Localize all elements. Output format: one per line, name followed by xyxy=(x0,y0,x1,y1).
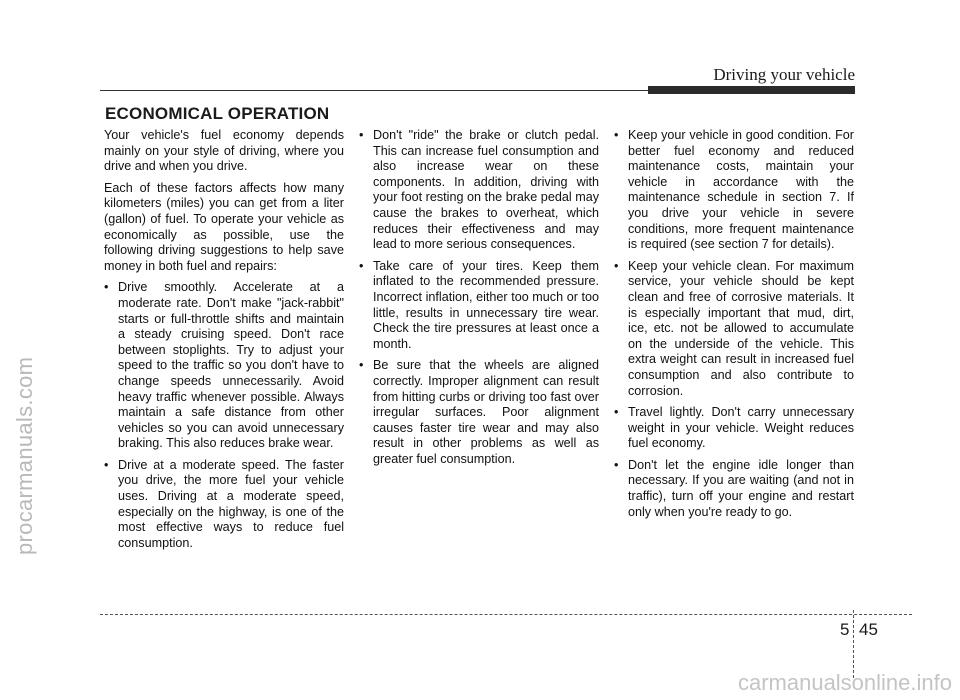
bullet-icon: • xyxy=(614,457,619,472)
footer-divider xyxy=(853,610,854,678)
list-item-text: Keep your vehicle clean. For maximum service, your vehicle should be kept clean and free of corrosive materials. It is especially important that mud, dirt, ice, etc. not be allowed to accumulate on the underside of the vehicle. This extra weight can result in increased fuel consumption and also contribute to corrosion. xyxy=(628,258,854,398)
chapter-number: 5 xyxy=(840,620,850,639)
list-item-text: Travel lightly. Don't carry unnecessary weight in your vehicle. Weight reduces fuel economy. xyxy=(628,405,854,451)
site-watermark-bottom: carmanualsonline.info xyxy=(737,670,952,695)
text-column-1 xyxy=(104,128,344,557)
list-item-text: Don't let the engine idle longer than necessary. If you are waiting (and not in traffic), turn off your engine and restart only when you're ready to go. xyxy=(628,457,854,519)
list-item-text: Drive at a moderate speed. The faster you drive, the more fuel your vehicle uses. Driving at a moderate speed, especially on the highway, is one of the most effective ways to reduce fuel consumption. xyxy=(118,457,344,550)
site-watermark-vertical: procarmanuals.com xyxy=(12,356,37,555)
list-item xyxy=(614,128,854,253)
tip-list xyxy=(614,128,854,520)
list-item xyxy=(359,259,599,353)
bullet-icon: • xyxy=(359,258,364,273)
list-item xyxy=(614,405,854,452)
text-column-3 xyxy=(614,128,854,526)
text-column-2 xyxy=(359,128,599,473)
list-item-text: Drive smoothly. Accelerate at a moderate rate. Don't make "jack-rabbit" starts or full-throttle shifts and maintain a steady cruising speed. Don't race between stoplights. Try to adjust your speed to the traffic so you don't have to change speeds unnecessarily. Avoid heavy traffic whenever possible. Always maintain a safe distance from other vehicles so you can avoid unnecessary braking. This also reduces brake wear. xyxy=(118,280,344,451)
tip-list xyxy=(359,128,599,467)
header-accent-bar xyxy=(648,86,855,94)
bullet-icon: • xyxy=(614,128,619,142)
paragraph: Your vehicle's fuel economy depends mainly on your style of driving, where you drive and when you drive. xyxy=(104,128,344,174)
section-heading: ECONOMICAL OPERATION xyxy=(105,104,330,123)
list-item-text: Be sure that the wheels are aligned correctly. Improper alignment can result from hitting curbs or driving too fast over irregular surfaces. Poor alignment causes faster tire wear and may also result in other problems as well as greater fuel consumption. xyxy=(373,358,599,466)
list-item xyxy=(104,280,344,452)
bullet-icon: • xyxy=(104,457,109,472)
bullet-icon: • xyxy=(614,405,619,420)
list-item xyxy=(104,458,344,552)
page-number: 45 xyxy=(859,620,878,639)
bullet-icon: • xyxy=(104,280,109,295)
tip-list xyxy=(104,280,344,551)
list-item xyxy=(614,458,854,520)
list-item-text: Don't "ride" the brake or clutch pedal. This can increase fuel consumption and also increase wear on these components. In addition, driving with your foot resting on the brake pedal may cause the brakes to overheat, which reduces their effectiveness and may lead to more serious consequences. xyxy=(373,128,599,252)
footer-rule xyxy=(100,614,912,615)
list-item xyxy=(359,358,599,467)
list-item-text: Keep your vehicle in good condition. For better fuel economy and reduced maintenance costs, maintain your vehicle in accordance with the maintenance schedule in section 7. If you drive your vehicle in severe conditions, more frequent maintenance is required (see section 7 for details). xyxy=(628,128,854,252)
chapter-title: Driving your vehicle xyxy=(713,65,855,84)
bullet-icon: • xyxy=(359,128,364,142)
list-item xyxy=(614,259,854,399)
list-item-text: Take care of your tires. Keep them inflated to the recommended pressure. Incorrect inflation, either too much or too little, results in unnecessary tire wear. Check the tire pressures at least once a month. xyxy=(373,258,599,351)
bullet-icon: • xyxy=(614,258,619,273)
bullet-icon: • xyxy=(359,358,364,373)
list-item xyxy=(359,128,599,253)
paragraph: Each of these factors affects how many kilometers (miles) you can get from a liter (gallon) of fuel. To operate your vehicle as economically as possible, use the following driving suggestions to help save money in both fuel and repairs: xyxy=(104,180,344,273)
